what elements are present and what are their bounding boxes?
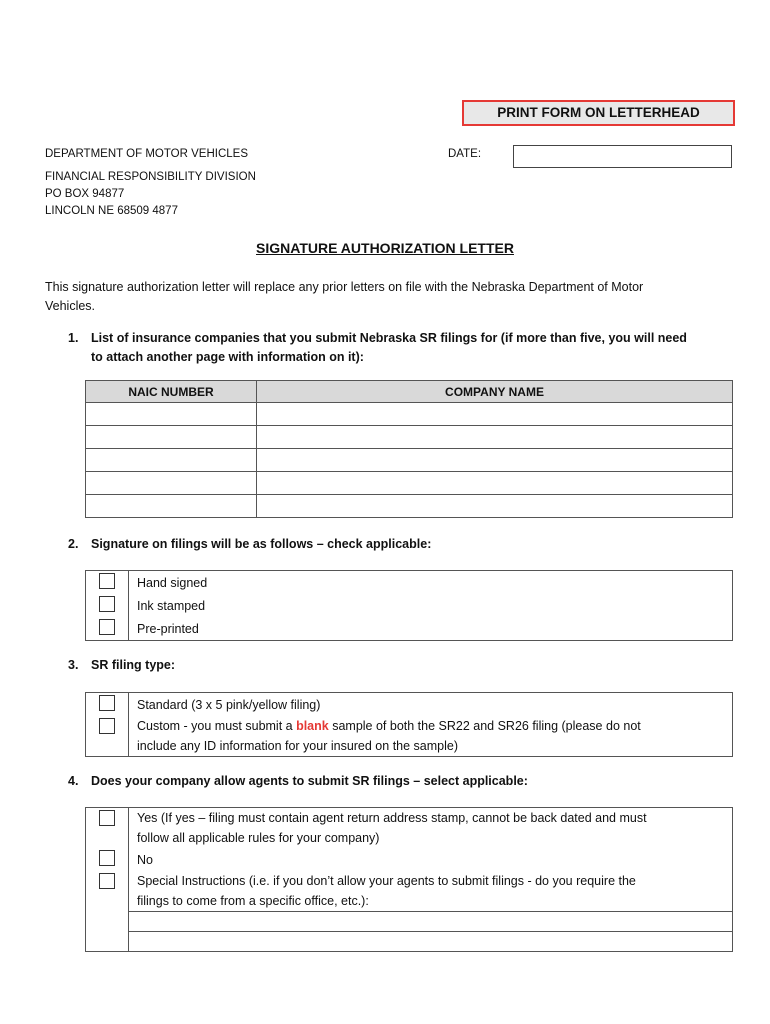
checkbox-ink-stamped[interactable] (99, 596, 115, 612)
custom-text-line2: include any ID information for your insured on the sample) (137, 739, 458, 753)
company-cell[interactable] (257, 449, 733, 472)
table-row (86, 472, 733, 495)
agent-filing-table (85, 807, 733, 952)
company-cell[interactable] (257, 426, 733, 449)
company-cell[interactable] (257, 403, 733, 426)
intro-line-1: This signature authorization letter will replace any prior letters on file with the Nebraska Department of Motor (45, 280, 644, 294)
naic-cell[interactable] (86, 449, 257, 472)
table-row (86, 403, 733, 426)
address-division: FINANCIAL RESPONSIBILITY DIVISION (45, 171, 256, 183)
naic-cell[interactable] (86, 403, 257, 426)
table-row (86, 449, 733, 472)
option-no: No (129, 848, 733, 871)
yes-line1: Yes (If yes – filing must contain agent return address stamp, cannot be back dated and must (137, 811, 647, 825)
option-yes (129, 808, 733, 849)
option-pre-printed: Pre-printed (129, 617, 733, 641)
naic-cell[interactable] (86, 426, 257, 449)
date-field[interactable] (513, 145, 732, 168)
signature-options-table (85, 570, 733, 641)
address-city: LINCOLN NE 68509 4877 (45, 205, 178, 217)
option-custom (129, 716, 733, 757)
q4-number: 4. (68, 774, 79, 788)
col-header-company: COMPANY NAME (257, 381, 733, 403)
letterhead-banner: PRINT FORM ON LETTERHEAD (462, 100, 735, 126)
special-instructions-line[interactable] (129, 932, 733, 952)
company-cell[interactable] (257, 472, 733, 495)
yes-line2: follow all applicable rules for your company) (137, 831, 380, 845)
table-row (86, 426, 733, 449)
checkbox-custom[interactable] (99, 718, 115, 734)
q1-text-line2: to attach another page with information on it): (91, 350, 364, 364)
custom-text-post: sample of both the SR22 and SR26 filing (please do not (328, 719, 641, 733)
page-title: SIGNATURE AUTHORIZATION LETTER (256, 240, 514, 256)
table-row (86, 495, 733, 518)
q2-number: 2. (68, 537, 79, 551)
option-ink-stamped: Ink stamped (129, 594, 733, 617)
special-line2: filings to come from a specific office, etc.): (137, 894, 369, 908)
option-special (129, 871, 733, 912)
q2-text: Signature on filings will be as follows – check applicable: (91, 537, 432, 551)
address-pobox: PO BOX 94877 (45, 188, 125, 200)
custom-text-blank: blank (296, 719, 329, 733)
option-standard: Standard (3 x 5 pink/yellow filing) (129, 693, 733, 717)
q3-text: SR filing type: (91, 658, 176, 672)
special-instructions-line[interactable] (129, 912, 733, 932)
option-hand-signed: Hand signed (129, 571, 733, 595)
checkbox-pre-printed[interactable] (99, 619, 115, 635)
special-line1: Special Instructions (i.e. if you don’t allow your agents to submit filings - do you require the (137, 874, 636, 888)
filing-type-table (85, 692, 733, 757)
intro-line-2: Vehicles. (45, 299, 96, 313)
q1-number: 1. (68, 331, 79, 345)
checkbox-special[interactable] (99, 873, 115, 889)
q3-number: 3. (68, 658, 79, 672)
address-dept: DEPARTMENT OF MOTOR VEHICLES (45, 148, 248, 160)
q1-text-line1: List of insurance companies that you submit Nebraska SR filings for (if more than five, you will need (91, 331, 687, 345)
company-cell[interactable] (257, 495, 733, 518)
insurance-companies-table (85, 380, 733, 518)
checkbox-yes[interactable] (99, 810, 115, 826)
col-header-naic: NAIC NUMBER (86, 381, 257, 403)
q4-text: Does your company allow agents to submit SR filings – select applicable: (91, 774, 528, 788)
checkbox-no[interactable] (99, 850, 115, 866)
checkbox-hand-signed[interactable] (99, 573, 115, 589)
naic-cell[interactable] (86, 495, 257, 518)
custom-text-pre: Custom - you must submit a (137, 719, 297, 733)
naic-cell[interactable] (86, 472, 257, 495)
date-label: DATE: (448, 148, 482, 160)
checkbox-standard[interactable] (99, 695, 115, 711)
